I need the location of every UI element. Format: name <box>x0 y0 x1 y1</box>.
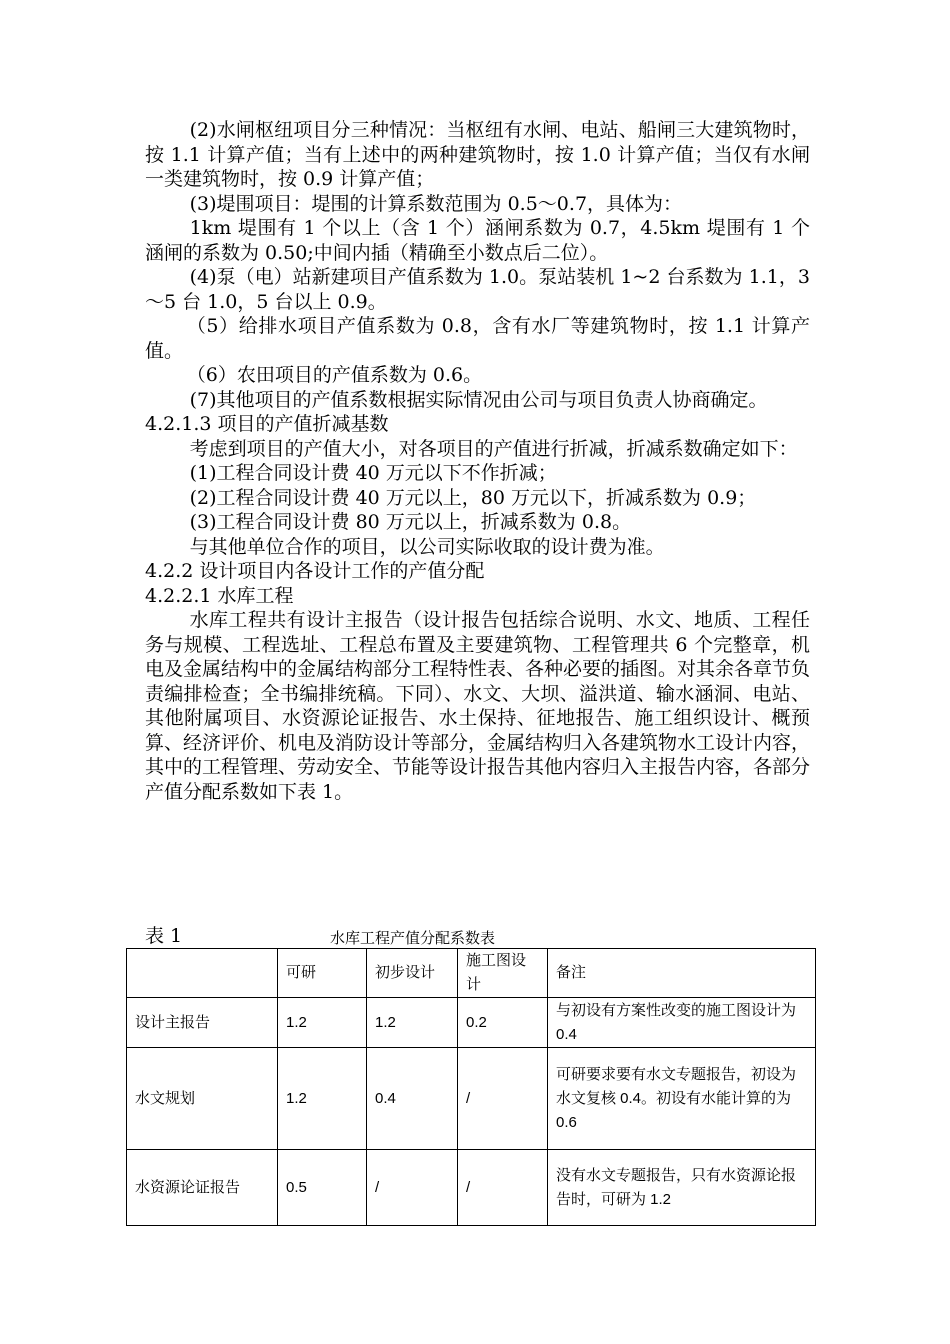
paragraph-sluice-hub: (2)水闸枢纽项目分三种情况：当枢纽有水闸、电站、船闸三大建筑物时，按 1.1 计算产值；当有上述中的两种建筑物时，按 1.0 计算产值；当仅有水闸一类建筑物时，按 0.9 计算产值； <box>145 119 810 190</box>
section-heading-4-2-1-3: 4.2.1.3 项目的产值折减基数 <box>145 413 389 435</box>
coefficient-table <box>126 948 816 1226</box>
table-header-cell: 备注 <box>548 949 816 998</box>
table-cell: 1.2 <box>367 998 458 1048</box>
table-header-cell: 可研 <box>278 949 367 998</box>
paragraph-farmland: （6）农田项目的产值系数为 0.6。 <box>186 364 483 386</box>
table-cell: / <box>367 1150 458 1226</box>
table-header-cell: 施工图设计 <box>458 949 548 998</box>
table-cell: 水资源论证报告 <box>127 1150 278 1226</box>
table-title: 水库工程产值分配系数表 <box>330 929 496 947</box>
table-cell: 可研要求要有水文专题报告，初设为水文复核 0.4。初设有水能计算的为 0.6 <box>548 1048 816 1150</box>
table-caption <box>145 925 825 947</box>
table-label: 表 1 <box>145 925 183 947</box>
table-cell: 没有水文专题报告，只有水资源论报告时，可研为 1.2 <box>548 1150 816 1226</box>
table-row <box>127 998 816 1048</box>
table-cell: 设计主报告 <box>127 998 278 1048</box>
section-heading-4-2-2: 4.2.2 设计项目内各设计工作的产值分配 <box>145 560 485 582</box>
table-header-cell <box>127 949 278 998</box>
paragraph-reduction-3: (3)工程合同设计费 80 万元以上，折减系数为 0.8。 <box>189 511 632 533</box>
table-header-row <box>127 949 816 998</box>
table-cell: 水文规划 <box>127 1048 278 1150</box>
paragraph-pump-station: (4)泵（电）站新建项目产值系数为 1.0。泵站装机 1~2 台系数为 1.1，3～5 台 1.0，5 台以上 0.9。 <box>145 266 810 313</box>
table-cell: 与初设有方案性改变的施工图设计为 0.4 <box>548 998 816 1048</box>
table-cell: 0.5 <box>278 1150 367 1226</box>
paragraph-reservoir: 水库工程共有设计主报告（设计报告包括综合说明、水文、地质、工程任务与规模、工程选址、工程总布置及主要建筑物、工程管理共 6 个完整章，机电及金属结构中的金属结构部分工程特性表、各种必要的插图。对其余各章节负责编排检查；全书编排统稿。下同）、水文、大坝、溢洪道、输水涵洞、电站、其他附属项目、水资源论证报告、水土保持、征地报告、施工组织设计、概预算、经济评价、机电及消防设计等部分，金属结构归入各建筑物水工设计内容，其中的工程管理、劳动安全、节能等设计报告其他内容归入主报告内容，各部分产值分配系数如下表 1。 <box>145 609 811 803</box>
paragraph-reduction-1: (1)工程合同设计费 40 万元以下不作折减； <box>189 462 557 484</box>
table-row <box>127 1150 816 1226</box>
table-cell: 0.4 <box>367 1048 458 1150</box>
paragraph-reduction-2: (2)工程合同设计费 40 万元以上，80 万元以下，折减系数为 0.9； <box>189 486 757 509</box>
table-row <box>127 1048 816 1150</box>
table-cell: 1.2 <box>278 1048 367 1150</box>
paragraph-embankment-detail: 1km 堤围有 1 个以上（含 1 个）涵闸系数为 0.7，4.5km 堤围有 1 个涵闸的系数为 0.50;中间内插（精确至小数点后二位）。 <box>145 217 810 264</box>
section-heading-4-2-2-1: 4.2.2.1 水库工程 <box>145 584 294 607</box>
paragraph-embankment: (3)堤围项目：堤围的计算系数范围为 0.5～0.7，具体为： <box>189 192 683 215</box>
paragraph-water-supply: （5）给排水项目产值系数为 0.8，含有水厂等建筑物时，按 1.1 计算产值。 <box>145 315 810 362</box>
table-cell: / <box>458 1048 548 1150</box>
table-cell: 1.2 <box>278 998 367 1048</box>
table-header-cell: 初步设计 <box>367 949 458 998</box>
table-cell: / <box>458 1150 548 1226</box>
table-cell: 0.2 <box>458 998 548 1048</box>
paragraph-cooperation: 与其他单位合作的项目，以公司实际收取的设计费为准。 <box>189 535 665 558</box>
paragraph-reduction-intro: 考虑到项目的产值大小，对各项目的产值进行折减，折减系数确定如下： <box>189 437 798 460</box>
body-text <box>145 118 810 804</box>
paragraph-other-projects: (7)其他项目的产值系数根据实际情况由公司与项目负责人协商确定。 <box>189 388 768 411</box>
